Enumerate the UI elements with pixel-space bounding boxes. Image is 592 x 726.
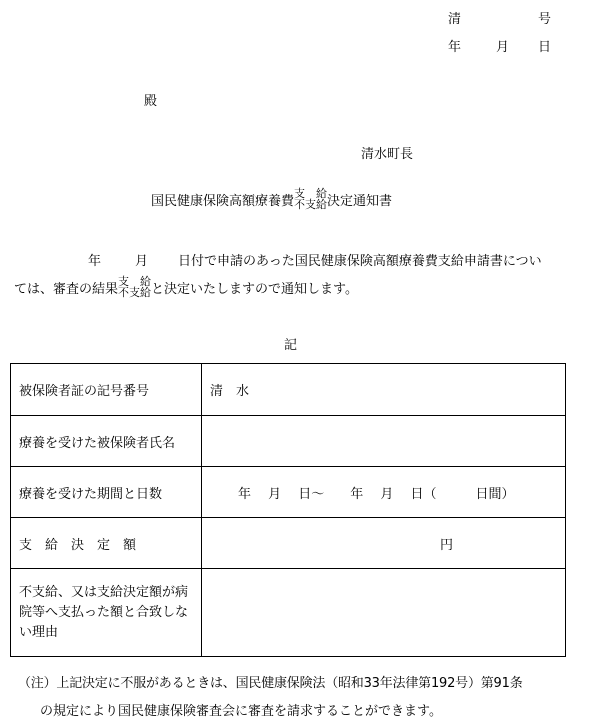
document-title: [151, 188, 392, 210]
table-row-treatment-period: [11, 467, 566, 518]
body-line-2-before: ては、審査の結果: [14, 281, 119, 297]
addressee-suffix: 殿: [144, 94, 158, 109]
value-treatment-period: [202, 467, 566, 518]
note-line-1: （注）上記決定に不服があるときは、国民健康保険法（昭和33年法律第192号）第91条: [18, 676, 523, 691]
body-month-label: 月: [135, 254, 149, 269]
value-payment-amount: [202, 518, 566, 569]
yen-unit: 円: [440, 537, 454, 553]
title-text-after: 決定通知書: [327, 193, 393, 209]
document-number-suffix: 号: [538, 12, 552, 27]
treatment-period-template: 年 月 日～ 年 月 日（ 日間）: [238, 486, 515, 502]
patient-name-label-text: 療養を受けた被保険者氏名: [19, 435, 176, 451]
title-text-before: 国民健康保険高額療養費: [151, 193, 295, 209]
value-nonpayment-reason: [202, 569, 566, 657]
title-stack-bottom: 不支給: [294, 198, 328, 211]
insured-number-prefix: 清 水: [210, 384, 250, 399]
body-year-label: 年: [88, 254, 102, 269]
body-line-1: [14, 250, 542, 269]
label-patient-name: [11, 416, 202, 467]
ki-heading: 記: [284, 338, 298, 353]
label-insured-number: [11, 364, 202, 416]
title-stacked-choice: [294, 188, 327, 210]
treatment-period-label-text: 療養を受けた期間と日数: [19, 486, 163, 502]
body-stacked-choice: [118, 276, 151, 298]
date-month-label: 月: [496, 40, 510, 55]
body-stack-bottom: 不支給: [118, 286, 152, 299]
title-stack-top: 支 給: [294, 187, 328, 200]
issuer-name: 清水町長: [361, 147, 414, 162]
document-number-prefix: 清: [448, 12, 462, 27]
date-day-label: 日: [538, 40, 552, 55]
notice-form-table: [10, 363, 566, 657]
body-stack-top: 支 給: [118, 275, 152, 288]
body-line-2: [14, 276, 358, 298]
table-row-payment-amount: [11, 518, 566, 569]
value-insured-number: [202, 364, 566, 416]
payment-amount-label-text: 支 給 決 定 額: [19, 537, 137, 553]
table-row-insured-number: [11, 364, 566, 416]
table-row-patient-name: [11, 416, 566, 467]
label-payment-amount: [11, 518, 202, 569]
date-year-label: 年: [448, 40, 462, 55]
label-treatment-period: [11, 467, 202, 518]
nonpayment-reason-label-text: 不支給、又は支給決定額が病院等へ支払った額と合致しない理由: [19, 584, 189, 640]
value-patient-name: [202, 416, 566, 467]
body-line-1-text: 日付で申請のあった国民健康保険高額療養費支給申請書につい: [178, 254, 542, 269]
body-line-2-after: と決定いたしますので通知します。: [151, 281, 358, 297]
insured-number-label-text: 被保険者証の記号番号: [19, 384, 150, 399]
note-line-2: の規定により国民健康保険審査会に審査を請求することができます。: [40, 704, 442, 719]
label-nonpayment-reason: [11, 569, 202, 657]
table-row-nonpayment-reason: [11, 569, 566, 657]
